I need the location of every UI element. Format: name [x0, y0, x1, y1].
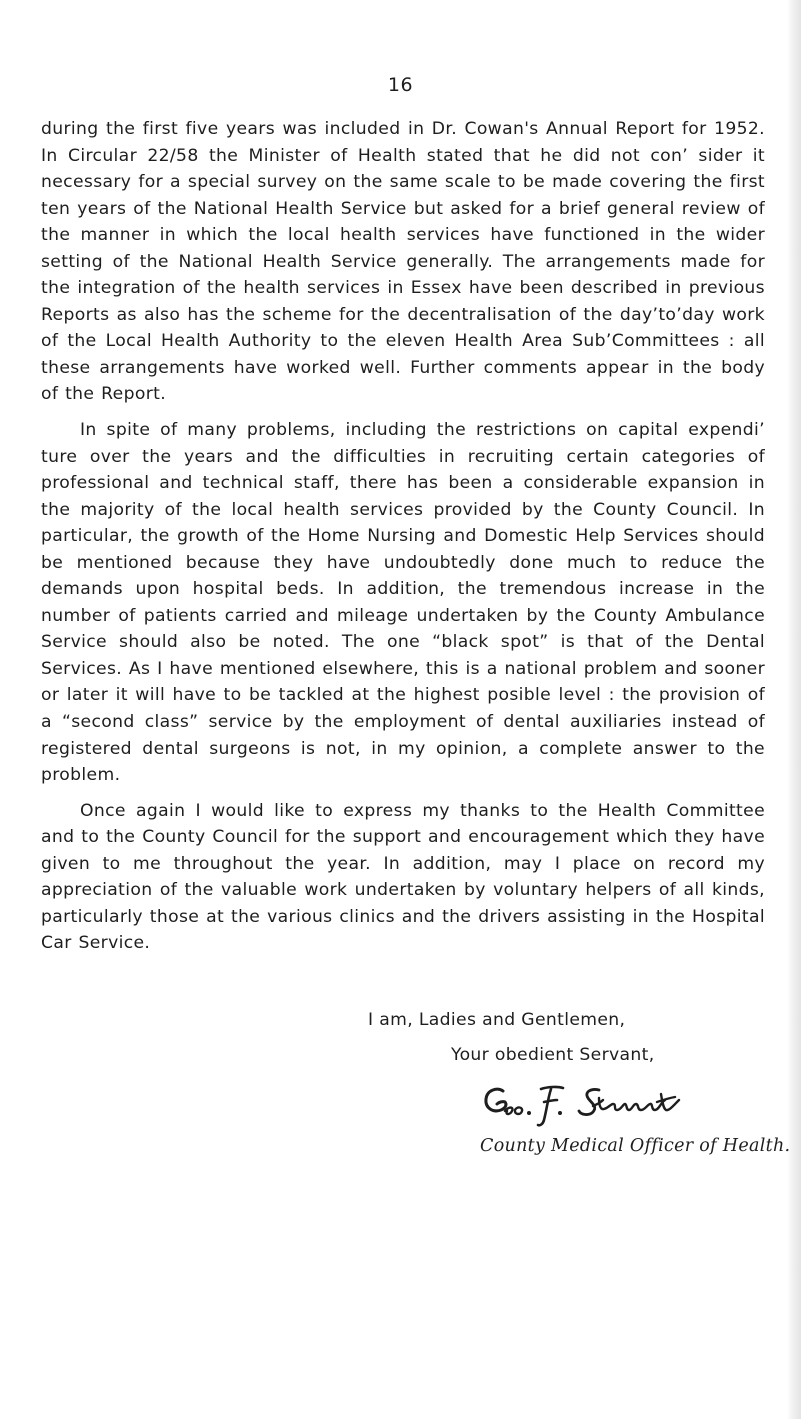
complimentary-close: Your obedient Servant,	[451, 1045, 655, 1065]
paragraph-3: Once again I would like to express my thanks to the Health Committee and to the County Council for the support and encouragement which they have given to me throughout the year. In addition, may I place on record my appreciation of the valuable work undertaken by voluntary helpers of all kinds, particularly those at the various clinics and the drivers assisting in the Hospital Car Service.	[41, 800, 765, 954]
salutation: I am, Ladies and Gentlemen,	[368, 1010, 626, 1030]
page-edge-shadow	[787, 0, 801, 1419]
page-number: 16	[387, 74, 414, 96]
paragraph-1: during the first five years was included in Dr. Cowan's Annual Report for 1952. In Circular 22/58 the Minister of Health stated that he did not con’ sider it necessary for a special survey on the same scale to be made covering the first ten years of the National Health Service but asked for a brief general review of the manner in which the local health services have functioned in the wider setting of the National Health Service generally. The arrangements made for the integration of the health services in Essex have been described in previous Reports as also has the scheme for the decentralisation of the day’to’day work of the Local Health Authority to the eleven Health Area Sub’Committees : all these arrangements have worked well. Further comments appear in the body of the Report.	[41, 119, 765, 405]
signatory-title: County Medical Officer of Health.	[480, 1136, 791, 1156]
letter-body	[41, 116, 765, 966]
paragraph-2: In spite of many problems, including the restrictions on capital expendi’ ture over the years and the difficulties in recruiting certain categories of professional and technical staff, there has been a considerable expansion in the majority of the local health services provided by the County Council. In particular, the growth of the Home Nursing and Domestic Help Services should be mentioned because they have undoubtedly done much to reduce the demands upon hospital beds. In addition, the tremendous increase in the number of patients carried and mileage undertaken by the County Ambulance Service should also be noted. The one “black spot” is that of the Dental Services. As I have mentioned elsewhere, this is a national problem and sooner or later it will have to be tackled at the highest posible level : the provision of a “second class” service by the employment of dental auxiliaries instead of registered dental surgeons is not, in my opinion, a complete answer to the problem.	[41, 420, 765, 786]
handwritten-signature	[481, 1080, 711, 1132]
